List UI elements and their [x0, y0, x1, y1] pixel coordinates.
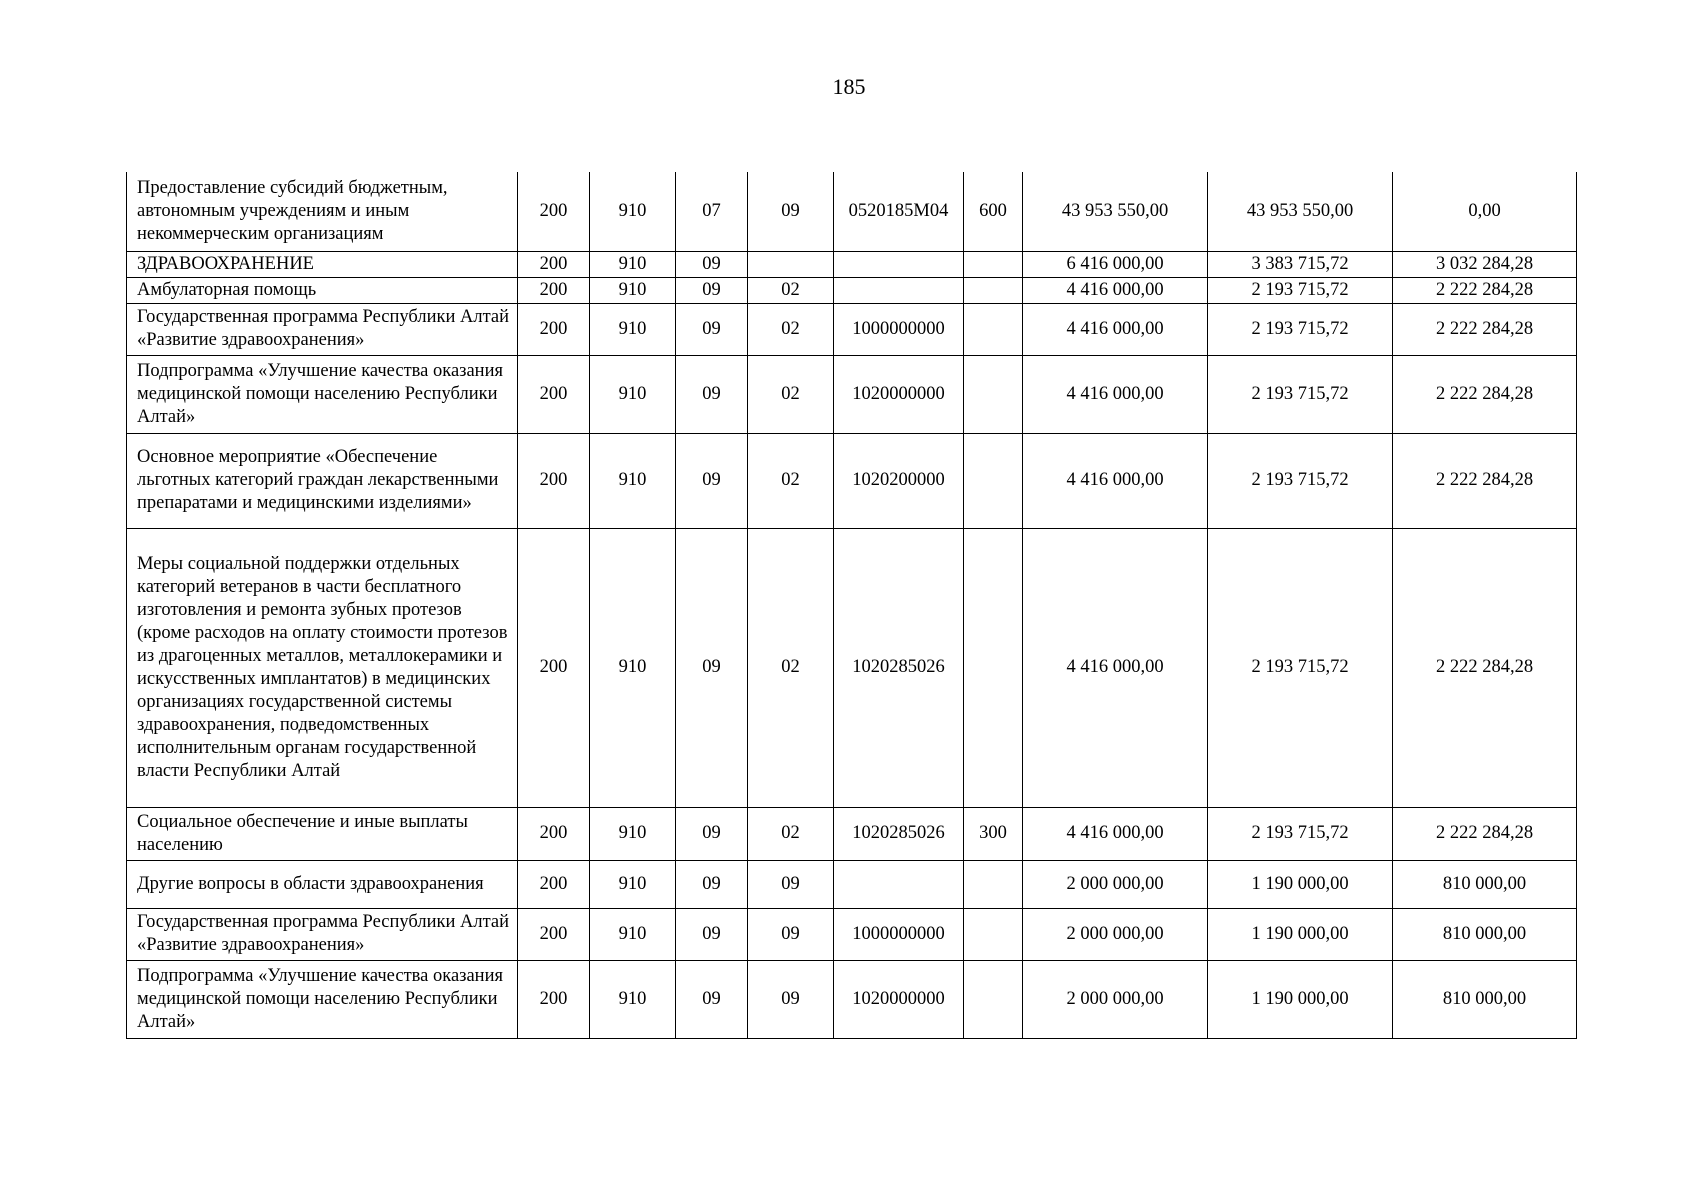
amount-executed: 3 383 715,72 [1208, 251, 1393, 277]
table-row [127, 303, 1577, 355]
amount-remaining: 2 222 284,28 [1393, 277, 1577, 303]
row-name: Амбулаторная помощь [127, 277, 518, 303]
expense-type-code [964, 908, 1023, 960]
target-article-code: 1020000000 [834, 960, 964, 1038]
expense-type-code [964, 433, 1023, 528]
table-row [127, 960, 1577, 1038]
ministry-code: 910 [590, 303, 676, 355]
expense-type-code [964, 355, 1023, 433]
row-name: Предоставление субсидий бюджетным, автономным учреждениям и иным некоммерческим организациям [127, 172, 518, 251]
table-row [127, 860, 1577, 908]
amount-remaining: 810 000,00 [1393, 960, 1577, 1038]
amount-remaining: 2 222 284,28 [1393, 528, 1577, 807]
expense-type-code: 300 [964, 807, 1023, 860]
amount-remaining: 2 222 284,28 [1393, 807, 1577, 860]
amount-remaining: 2 222 284,28 [1393, 355, 1577, 433]
row-name: Социальное обеспечение и иные выплаты населению [127, 807, 518, 860]
amount-remaining: 0,00 [1393, 172, 1577, 251]
expense-type-code [964, 528, 1023, 807]
expense-type-code [964, 277, 1023, 303]
table-row [127, 908, 1577, 960]
table-row [127, 807, 1577, 860]
target-article-code: 1020285026 [834, 807, 964, 860]
amount-remaining: 3 032 284,28 [1393, 251, 1577, 277]
amount-remaining: 2 222 284,28 [1393, 433, 1577, 528]
amount-executed: 43 953 550,00 [1208, 172, 1393, 251]
amount-executed: 1 190 000,00 [1208, 860, 1393, 908]
subsection-code [748, 251, 834, 277]
row-name: ЗДРАВООХРАНЕНИЕ [127, 251, 518, 277]
target-article-code: 1020285026 [834, 528, 964, 807]
subsection-code: 02 [748, 528, 834, 807]
section-code: 09 [676, 807, 748, 860]
ministry-code: 910 [590, 172, 676, 251]
amount-executed: 2 193 715,72 [1208, 303, 1393, 355]
amount-executed: 2 193 715,72 [1208, 807, 1393, 860]
page-number: 185 [832, 74, 866, 99]
row-name: Основное мероприятие «Обеспечение льготных категорий граждан лекарственными препаратами и медицинскими изделиями» [127, 433, 518, 528]
table-row [127, 251, 1577, 277]
row-name: Подпрограмма «Улучшение качества оказания медицинской помощи населению Республики Алтай» [127, 960, 518, 1038]
section-code: 09 [676, 433, 748, 528]
admin-code: 200 [518, 860, 590, 908]
amount-remaining: 810 000,00 [1393, 860, 1577, 908]
section-code: 09 [676, 251, 748, 277]
admin-code: 200 [518, 960, 590, 1038]
subsection-code: 09 [748, 960, 834, 1038]
table-row [127, 355, 1577, 433]
admin-code: 200 [518, 303, 590, 355]
row-name: Государственная программа Республики Алтай «Развитие здравоохранения» [127, 303, 518, 355]
target-article-code: 1000000000 [834, 303, 964, 355]
expense-type-code [964, 303, 1023, 355]
section-code: 07 [676, 172, 748, 251]
subsection-code: 02 [748, 355, 834, 433]
target-article-code [834, 860, 964, 908]
subsection-code: 09 [748, 860, 834, 908]
admin-code: 200 [518, 433, 590, 528]
admin-code: 200 [518, 277, 590, 303]
table-row [127, 528, 1577, 807]
amount-planned: 2 000 000,00 [1023, 908, 1208, 960]
amount-executed: 2 193 715,72 [1208, 528, 1393, 807]
amount-planned: 4 416 000,00 [1023, 433, 1208, 528]
section-code: 09 [676, 355, 748, 433]
amount-planned: 6 416 000,00 [1023, 251, 1208, 277]
expense-type-code [964, 860, 1023, 908]
subsection-code: 02 [748, 277, 834, 303]
amount-planned: 2 000 000,00 [1023, 960, 1208, 1038]
target-article-code: 1020200000 [834, 433, 964, 528]
ministry-code: 910 [590, 277, 676, 303]
amount-executed: 2 193 715,72 [1208, 355, 1393, 433]
ministry-code: 910 [590, 908, 676, 960]
section-code: 09 [676, 303, 748, 355]
target-article-code: 1020000000 [834, 355, 964, 433]
budget-table [126, 172, 1577, 1039]
subsection-code: 09 [748, 172, 834, 251]
amount-executed: 2 193 715,72 [1208, 277, 1393, 303]
amount-planned: 4 416 000,00 [1023, 303, 1208, 355]
expense-type-code [964, 960, 1023, 1038]
admin-code: 200 [518, 251, 590, 277]
admin-code: 200 [518, 807, 590, 860]
amount-planned: 4 416 000,00 [1023, 528, 1208, 807]
section-code: 09 [676, 277, 748, 303]
expense-type-code: 600 [964, 172, 1023, 251]
ministry-code: 910 [590, 433, 676, 528]
row-name: Другие вопросы в области здравоохранения [127, 860, 518, 908]
ministry-code: 910 [590, 528, 676, 807]
amount-planned: 43 953 550,00 [1023, 172, 1208, 251]
target-article-code [834, 277, 964, 303]
table-row [127, 172, 1577, 251]
amount-executed: 1 190 000,00 [1208, 908, 1393, 960]
amount-planned: 4 416 000,00 [1023, 807, 1208, 860]
row-name: Подпрограмма «Улучшение качества оказания медицинской помощи населению Республики Алтай» [127, 355, 518, 433]
amount-remaining: 2 222 284,28 [1393, 303, 1577, 355]
subsection-code: 02 [748, 303, 834, 355]
section-code: 09 [676, 908, 748, 960]
target-article-code [834, 251, 964, 277]
target-article-code: 0520185М04 [834, 172, 964, 251]
section-code: 09 [676, 860, 748, 908]
row-name: Меры социальной поддержки отдельных категорий ветеранов в части бесплатного изготовления и ремонта зубных протезов (кроме расходов на оплату стоимости протезов из драгоценных металлов, металлокерамики и искусственных имплантатов) в медицинских организациях государственной системы здравоохранения, подведомственных исполнительным органам государственной власти Республики Алтай [127, 528, 518, 807]
admin-code: 200 [518, 528, 590, 807]
section-code: 09 [676, 960, 748, 1038]
table-row [127, 277, 1577, 303]
ministry-code: 910 [590, 355, 676, 433]
table-row [127, 433, 1577, 528]
ministry-code: 910 [590, 860, 676, 908]
admin-code: 200 [518, 355, 590, 433]
amount-planned: 2 000 000,00 [1023, 860, 1208, 908]
ministry-code: 910 [590, 251, 676, 277]
row-name: Государственная программа Республики Алтай «Развитие здравоохранения» [127, 908, 518, 960]
amount-planned: 4 416 000,00 [1023, 277, 1208, 303]
target-article-code: 1000000000 [834, 908, 964, 960]
amount-executed: 2 193 715,72 [1208, 433, 1393, 528]
amount-executed: 1 190 000,00 [1208, 960, 1393, 1038]
expense-type-code [964, 251, 1023, 277]
admin-code: 200 [518, 172, 590, 251]
subsection-code: 02 [748, 807, 834, 860]
subsection-code: 02 [748, 433, 834, 528]
amount-remaining: 810 000,00 [1393, 908, 1577, 960]
ministry-code: 910 [590, 807, 676, 860]
section-code: 09 [676, 528, 748, 807]
ministry-code: 910 [590, 960, 676, 1038]
subsection-code: 09 [748, 908, 834, 960]
amount-planned: 4 416 000,00 [1023, 355, 1208, 433]
admin-code: 200 [518, 908, 590, 960]
